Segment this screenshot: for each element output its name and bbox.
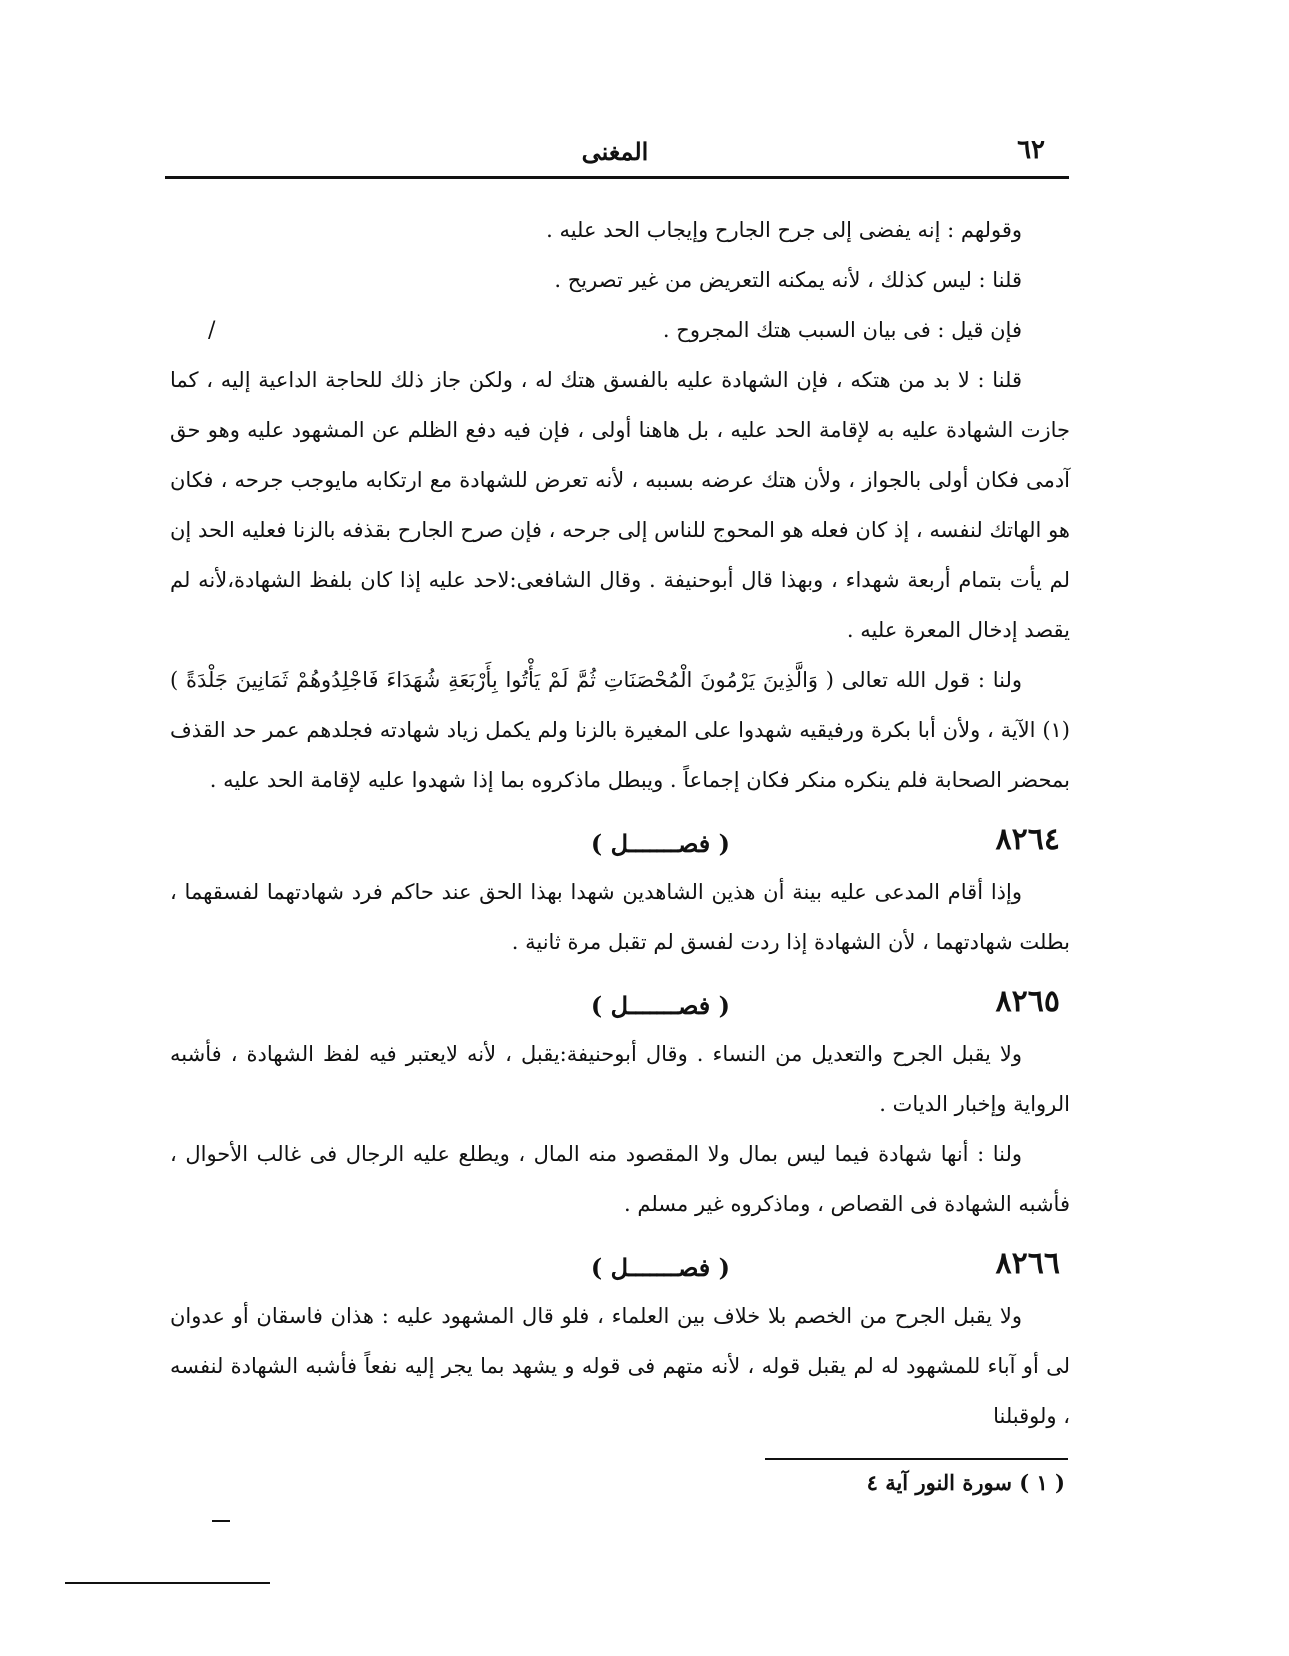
header-rule [165, 176, 1069, 179]
margin-mark: / [208, 318, 216, 343]
section-number: ٨٢٦٦ [995, 1246, 1060, 1281]
main-text [170, 205, 1070, 1441]
paragraph: ولنا : أنها شهادة فيما ليس بمال ولا المقصود منه المال ، ويطلع عليه الرجال فى غالب الأحوال ، فأشبه الشهادة فى القصاص ، وماذكروه غير مسلم . [170, 1142, 1070, 1216]
section-number: ٨٢٦٥ [995, 984, 1060, 1019]
section-title: ( فصـــــــل ) [590, 991, 730, 1020]
footnote-rule [765, 1458, 1068, 1460]
dash-mark [212, 1520, 230, 1522]
paragraph: وإذا أقام المدعى عليه بينة أن هذين الشاهدين شهدا بهذا الحق عند حاكم فرد شهادتهما لفسقهما ، بطلت شهادتهما ، لأن الشهادة إذا ردت لفسق لم تقبل مرة ثانية . [170, 880, 1070, 954]
footnote: ( ١ ) سورة النور آية ٤ [866, 1470, 1065, 1495]
paragraph: ولا يقبل الجرح من الخصم بلا خلاف بين العلماء ، فلو قال المشهود عليه : هذان فاسقان أو عدوان لى أو آباء للمشهود له لم يقبل قوله ، لأنه متهم فى قوله و يشهد بما يجر إليه نفعاً فأشبه الشهادة لنفسه ، ولوقبلنا [170, 1304, 1070, 1428]
paragraph: قلنا : ليس كذلك ، لأنه يمكنه التعريض من غير تصريح . [554, 268, 1022, 292]
section-title: ( فصـــــــل ) [590, 1253, 730, 1282]
section-heading [170, 973, 1070, 1029]
section-number: ٨٢٦٤ [995, 822, 1060, 857]
paragraph: قلنا : لا بد من هتكه ، فإن الشهادة عليه بالفسق هتك له ، ولكن جاز ذلك للحاجة الداعية إليه ، كما جازت الشهادة عليه به لإقامة الحد عليه ، بل هاهنا أولى ، فإن فيه دفع الظلم عن المشهود عليه وهو حق آدمى فكان أولى بالجواز ، ولأن هتك عرضه بسببه ، لأنه تعرض للشهادة مع ارتكابه مايوجب جرحه ، فكان هو الهاتك لنفسه ، إذ كان فعله هو المحوج للناس إلى جرحه ، فإن صرح الجارح بقذفه بالزنا فعليه الحد إن لم يأت بتمام أربعة شهداء ، وبهذا قال أبوحنيفة . وقال الشافعى:لاحد عليه إذا كان بلفظ الشهادة،لأنه لم يقصد إدخال المعرة عليه . [170, 368, 1070, 642]
section-heading [170, 1235, 1070, 1291]
page-number: ٦٢ [1017, 135, 1045, 165]
section-heading [170, 811, 1070, 867]
running-title: المغنى [581, 137, 649, 166]
page-header [165, 135, 1065, 175]
paragraph: وقولهم : إنه يفضى إلى جرح الجارح وإيجاب الحد عليه . [546, 218, 1022, 242]
paragraph: ولنا : قول الله تعالى ( وَالَّذِينَ يَرْمُونَ الْمُحْصَنَاتِ ثُمَّ لَمْ يَأْتُوا بِأَرْبَعَةِ شُهَدَاءَ فَاجْلِدُوهُمْ ثَمَانِينَ جَلْدَةً ) (١) الآية ، ولأن أبا بكرة ورفيقيه شهدوا على المغيرة بالزنا ولم يكمل زياد شهادته فجلدهم عمر حد القذف بمحضر الصحابة فلم ينكره منكر فكان إجماعاً . ويبطل ماذكروه بما إذا شهدوا عليه لإقامة الحد عليه . [170, 668, 1070, 792]
bottom-rule [65, 1582, 270, 1584]
paragraph: فإن قيل : فى بيان السبب هتك المجروح . [662, 318, 1022, 342]
paragraph: ولا يقبل الجرح والتعديل من النساء . وقال أبوحنيفة:يقبل ، لأنه لايعتبر فيه لفظ الشهادة ، فأشبه الرواية وإخبار الديات . [170, 1042, 1070, 1116]
section-title: ( فصـــــــل ) [590, 829, 730, 858]
